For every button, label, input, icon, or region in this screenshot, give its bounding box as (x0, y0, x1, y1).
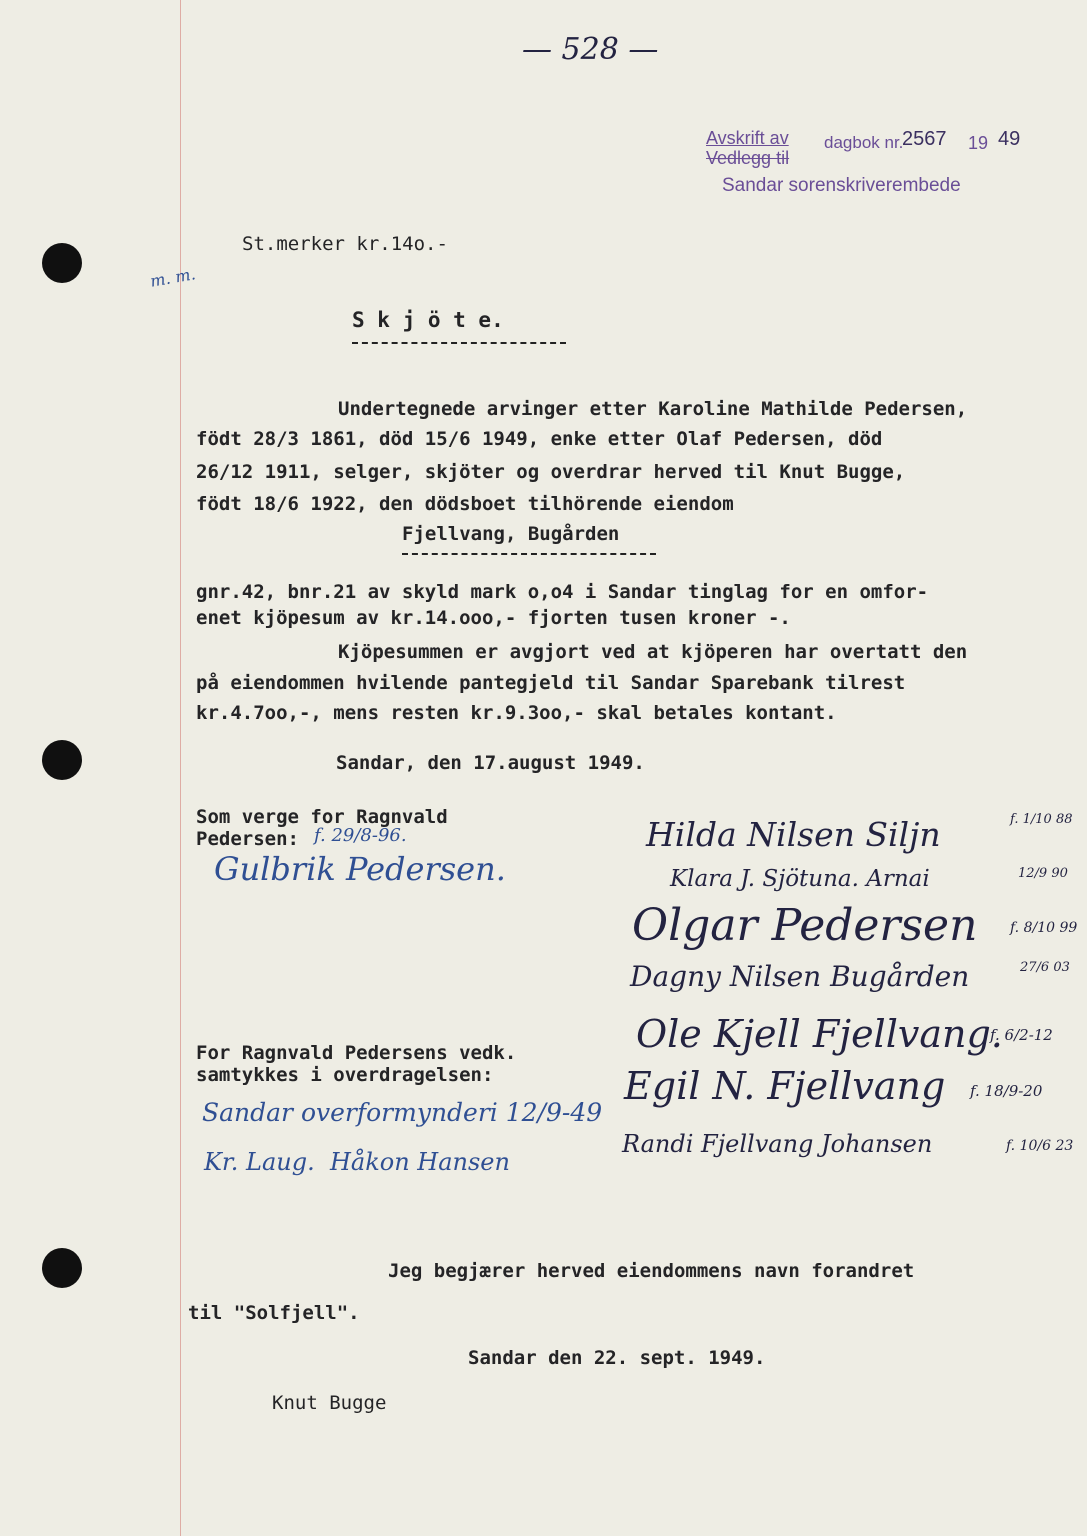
body-line: födt 28/3 1861, död 15/6 1949, enke etter Olaf Pedersen, död (196, 428, 883, 450)
guardian-signature: Gulbrik Pedersen. (214, 850, 506, 888)
signature: Olgar Pedersen (632, 900, 978, 951)
guardian-dob: f. 29/8-96. (314, 825, 407, 846)
stamp-number: 2567 (902, 128, 947, 150)
punch-hole (42, 740, 82, 780)
consent-label: samtykkes i overdragelsen: (196, 1064, 494, 1086)
request-line: Jeg begjærer herved eiendommens navn forandret (388, 1260, 915, 1282)
margin-rule (180, 0, 181, 1536)
signature-date: f. 10/6 23 (1006, 1138, 1074, 1154)
place-date-2: Sandar den 22. sept. 1949. (468, 1347, 766, 1369)
signature-date: f. 18/9-20 (970, 1082, 1043, 1100)
guardian-label: Pedersen: (196, 828, 299, 850)
consent-label: For Ragnvald Pedersens vedk. (196, 1042, 517, 1064)
body-line: födt 18/6 1922, den dödsboet tilhörende eiendom (196, 493, 734, 515)
folio-number: — 528 — (522, 32, 659, 67)
body-line: Kjöpesummen er avgjort ved at kjöperen har overtatt den (338, 641, 968, 663)
property-name: Fjellvang, Bugården (402, 523, 620, 545)
margin-note: m. m. (148, 264, 197, 291)
body-line: enet kjöpesum av kr.14.ooo,- fjorten tusen kroner -. (196, 607, 791, 629)
signature: Randi Fjellvang Johansen (622, 1130, 933, 1158)
body-line: 26/12 1911, selger, skjöter og overdrar herved til Knut Bugge, (196, 461, 906, 483)
signature-date: 27/6 03 (1020, 960, 1070, 975)
body-line: Undertegnede arvinger etter Karoline Mathilde Pedersen, (338, 398, 968, 420)
document-title: S k j ö t e. (352, 308, 504, 332)
signature-date: f. 8/10 99 (1010, 920, 1078, 936)
body-line: på eiendommen hvilende pantegjeld til Sandar Sparebank tilrest (196, 672, 906, 694)
signature: Hilda Nilsen Siljn (646, 815, 941, 854)
punch-hole (42, 1248, 82, 1288)
place-date: Sandar, den 17.august 1949. (336, 752, 645, 774)
signature-date: f. 6/2-12 (990, 1026, 1053, 1044)
signature-date: 12/9 90 (1018, 866, 1068, 881)
body-line: kr.4.7oo,-, mens resten kr.9.3oo,- skal betales kontant. (196, 702, 837, 724)
guardian-label: Som verge for Ragnvald (196, 806, 448, 828)
signature: Egil N. Fjellvang (624, 1064, 946, 1108)
title-underline (352, 342, 566, 344)
stamp-year-prefix: 19 (968, 133, 989, 153)
stamp-line1-struck: Vedlegg til (706, 148, 790, 168)
final-signer: Knut Bugge (272, 1392, 387, 1414)
request-line: til "Solfjell". (188, 1302, 360, 1324)
consent-signature: Sandar overformynderi 12/9-49 (202, 1098, 603, 1127)
property-underline (402, 553, 656, 555)
consent-signature: Kr. Laug. Håkon Hansen (204, 1148, 510, 1176)
stamp-office: Sandar sorenskriverembede (722, 175, 961, 196)
stamp-year: 49 (998, 128, 1021, 150)
signature: Klara J. Sjötuna. Arnai (670, 866, 930, 892)
signature: Ole Kjell Fjellvang. (636, 1012, 1003, 1056)
stamp-line1: Avskrift av (706, 128, 789, 148)
stamp-dagbok: dagbok nr. (824, 133, 904, 152)
signature: Dagny Nilsen Bugården (630, 960, 970, 993)
punch-hole (42, 243, 82, 283)
body-line: gnr.42, bnr.21 av skyld mark o,o4 i Sandar tinglag for en omfor- (196, 581, 929, 603)
stamp-duty: St.merker kr.14o.- (242, 233, 448, 255)
signature-date: f. 1/10 88 (1010, 812, 1073, 827)
